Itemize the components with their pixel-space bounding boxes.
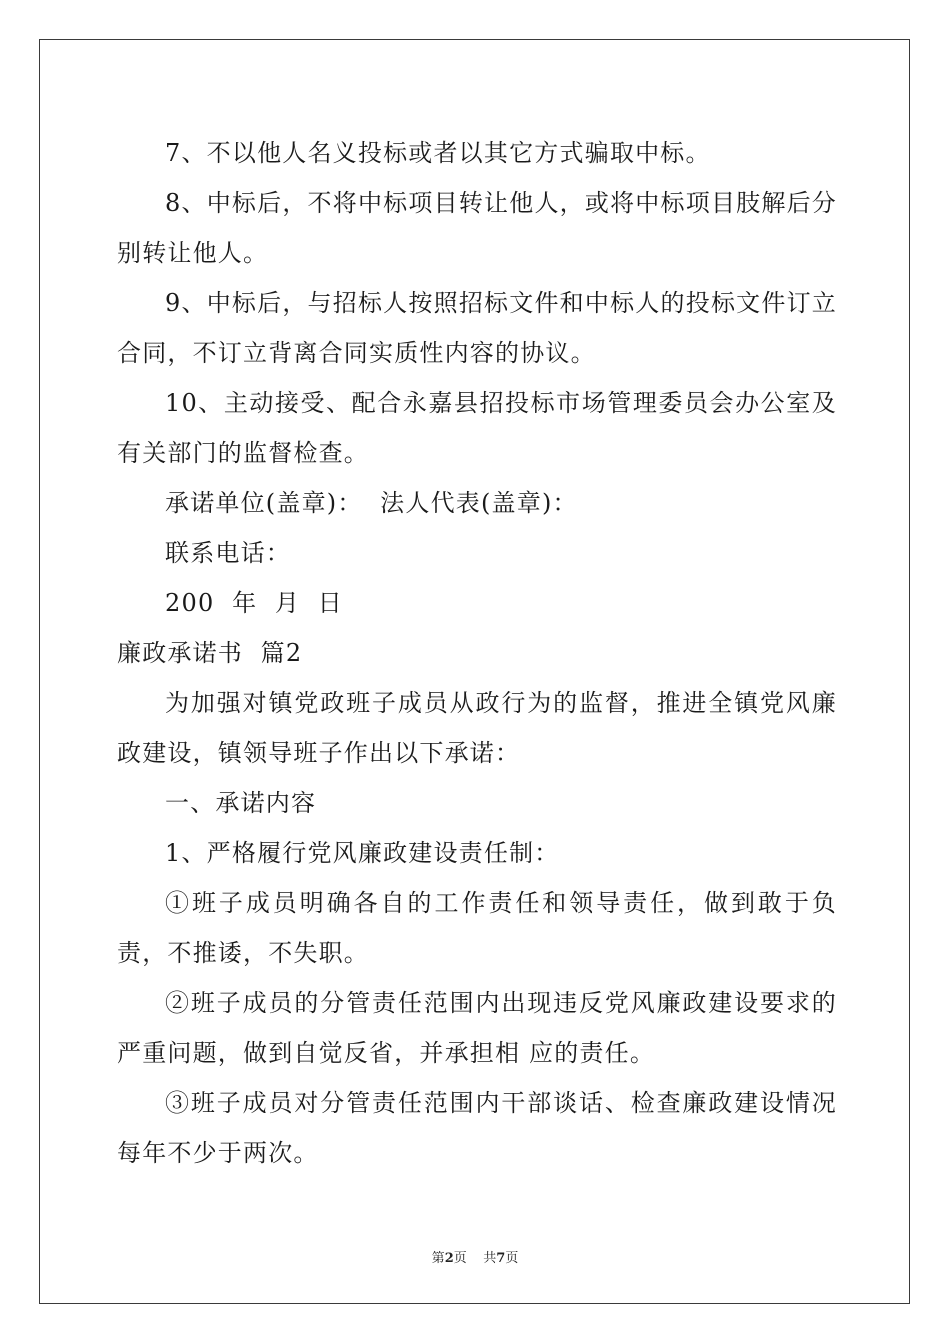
paragraph-item-10: 10、主动接受、配合永嘉县招投标市场管理委员会办公室及有关部门的监督检查。 (117, 389, 837, 467)
paragraph-item-8: 8、中标后，不将中标项目转让他人，或将中标项目肢解后分别转让他人。 (117, 189, 837, 267)
intro-paragraph: 为加强对镇党政班子成员从政行为的监督，推进全镇党风廉政建设，镇领导班子作出以下承诺： (117, 689, 837, 767)
signature-line: 承诺单位(盖章)： 法人代表(盖章)： (165, 489, 578, 517)
page-mid: 页 共 (453, 1251, 497, 1266)
document-body (117, 128, 837, 1178)
paragraph-item-9: 9、中标后，与招标人按照招标文件和中标人的投标文件订立合同，不订立背离合同实质性内容的协议。 (117, 289, 837, 367)
clause-3: ③班子成员对分管责任范围内干部谈话、检查廉政建设情况每年不少于两次。 (117, 1089, 837, 1167)
page-suffix: 页 (505, 1251, 519, 1266)
paragraph-item-7: 7、不以他人名义投标或者以其它方式骗取中标。 (165, 139, 711, 167)
section-heading: 廉政承诺书 篇2 (117, 639, 303, 667)
page-current: 2 (444, 1251, 454, 1266)
subsection-title: 一、承诺内容 (165, 789, 317, 817)
page-total: 7 (496, 1251, 506, 1266)
page-footer (0, 1247, 950, 1266)
date-line: 200 年 月 日 (165, 589, 343, 617)
page-prefix: 第 (431, 1251, 445, 1266)
clause-1: ①班子成员明确各自的工作责任和领导责任，做到敢于负责，不推诿，不失职。 (117, 889, 837, 967)
phone-line: 联系电话： (165, 539, 291, 567)
clause-2: ②班子成员的分管责任范围内出现违反党风廉政建设要求的严重问题，做到自觉反省，并承担相 应的责任。 (117, 989, 837, 1067)
list-item-1: 1、严格履行党风廉政建设责任制： (165, 839, 560, 867)
